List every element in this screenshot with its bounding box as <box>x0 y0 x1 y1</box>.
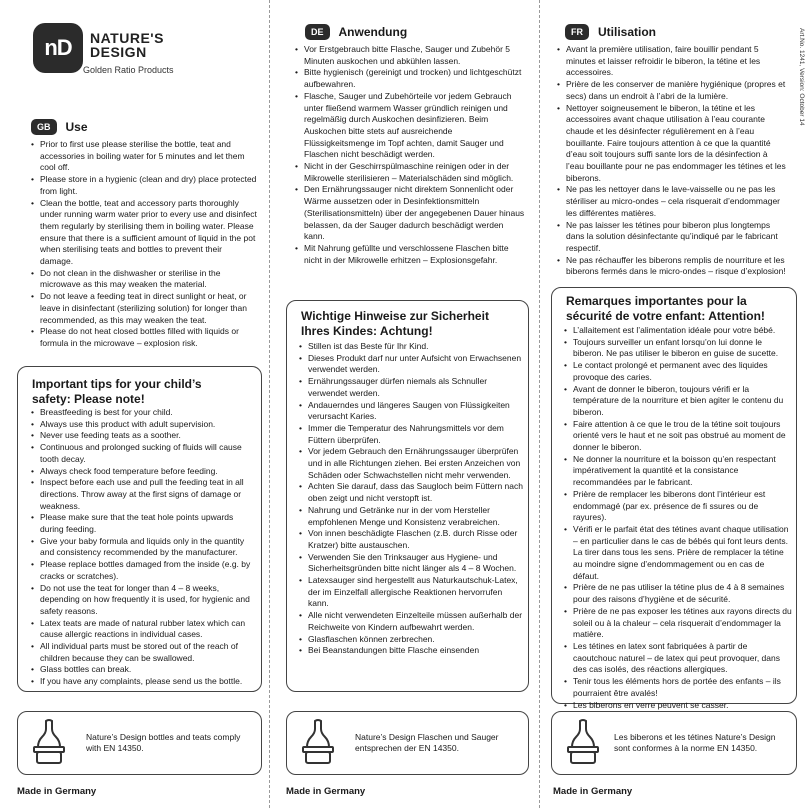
gb-header <box>31 119 88 135</box>
list-item: • Les tétines en latex sont fabriquées à partir de caoutchouc naturel – de latex qui peut provoquer, dans des cas isolés, des réactions allergiques. <box>564 641 792 676</box>
gb-title: Use <box>65 120 88 134</box>
de-made-in: Made in Germany <box>286 786 366 797</box>
list-item: • All individual parts must be stored out of the reach of children because they can be swallowed. <box>31 641 255 664</box>
list-item: • Do not use the teat for longer than 4 – 8 weeks, depending on how frequently it is used, for hygienic and safety reasons. <box>31 583 255 618</box>
list-item: • Clean the bottle, teat and accessory parts thoroughly under running warm water prior to every use and disinfect them regularly by sterilising them in boiling water. Please ensure that there is a sufficient amount of liquid in the pot when sterilising teats and bottles to prevent their damage. <box>31 198 257 268</box>
list-item: • Please do not heat closed bottles filled with liquids or formula in the microwave – explosion risk. <box>31 326 257 349</box>
fr-made-in: Made in Germany <box>553 786 633 797</box>
de-badge: DE <box>305 24 330 40</box>
brand-name-line2: DESIGN <box>90 44 147 60</box>
list-item: • Ernährungssauger dürfen niemals als Schnuller verwendet werden. <box>299 376 523 399</box>
list-item: • Vor Erstgebrauch bitte Flasche, Sauger und Zubehör 5 Minuten auskochen und abkühlen lassen. <box>295 44 525 67</box>
fr-title: Utilisation <box>598 25 657 39</box>
list-item: • Vérifi er le parfait état des tétines avant chaque utilisation – en particulier dans le cas de bébés qui font leurs dents. La tirer dans tous les sens. Prière de remplacer la tétine au moindre signe d’endommagement ou en cas de défaut. <box>564 524 792 583</box>
list-item: • Den Ernährungssauger nicht direktem Sonnenlicht oder Wärme aussetzen oder in Desinfektionsmitteln (Sterilisationsmitteln) über der angegebenen Dauer hinaus belassen, da der Sauger dadurch beschädigt werden kann. <box>295 184 525 243</box>
list-item: • Glasflaschen können zerbrechen. <box>299 634 523 646</box>
list-item: • Nahrung und Getränke nur in der vom Hersteller empfohlenen Menge und Konsistenz verabreichen. <box>299 505 523 528</box>
list-item: • Do not clean in the dishwasher or sterilise in the microwave as this may weaken the material. <box>31 268 257 291</box>
list-item: • L’allaitement est l’alimentation idéale pour votre bébé. <box>564 325 792 337</box>
list-item: • Prière de ne pas exposer les tétines aux rayons directs du soleil ou à la chaleur – cela risquerait d’endommager la matière. <box>564 606 792 641</box>
fr-standard-text: Les biberons et les tétines Nature’s Design sont conformes à la norme EN 14350. <box>614 732 776 753</box>
brand-logo: nD <box>33 23 83 73</box>
de-title: Anwendung <box>338 25 408 39</box>
column-gb <box>0 0 269 808</box>
column-fr <box>539 0 808 808</box>
de-use-list <box>295 44 525 266</box>
de-header <box>305 24 407 40</box>
fr-header <box>565 24 656 40</box>
list-item: • Vor jedem Gebrauch den Ernährungssauger überprüfen und in alle Richtungen ziehen. Bei ersten Anzeichen von Schäden oder Schwachstellen nicht mehr verwenden. <box>299 446 523 481</box>
list-item: • Do not leave a feeding teat in direct sunlight or heat, or leave in disinfectant (sterilizing solution) for longer than recommended, as this may weaken the teat. <box>31 291 257 326</box>
de-safety-list <box>299 341 523 657</box>
list-item: • Prior to first use please sterilise the bottle, teat and accessories in boiling water for 5 minutes and let them cool off. <box>31 139 257 174</box>
list-item: • Bitte hygienisch (gereinigt und trocken) und lichtgeschützt aufbewahren. <box>295 67 525 90</box>
list-item: • Alle nicht verwendeten Einzelteile müssen außerhalb der Reichweite von Kindern aufbewahrt werden. <box>299 610 523 633</box>
list-item: • Von innen beschädigte Flaschen (z.B. durch Risse oder Kratzer) bitte austauschen. <box>299 528 523 551</box>
gb-use-list <box>31 139 257 350</box>
list-item: • Nicht in der Geschirrspülmaschine reinigen oder in der Mikrowelle sterilisieren – Materialschäden sind möglich. <box>295 161 525 184</box>
article-note: Art.No. 1241, Version: October 14 <box>798 28 805 126</box>
fr-use-list <box>557 44 787 278</box>
de-safety-box <box>286 300 529 692</box>
list-item: • Nettoyer soigneusement le biberon, la tétine et les accessoires avant chaque utilisation à l’eau courante chaude et les désinfecter régulièrement en à l’eau bouillante. Faire toujours attention à ce que la quantité d’eau soit toujours suffi sante lors de la désinfection à l’eau bouillante pour ne pas endommager les tétines et les biberons. <box>557 103 787 185</box>
gb-safety-title: Important tips for your child’s safety: Please note! <box>32 377 202 406</box>
list-item: • Prière de ne pas utiliser la tétine plus de 4 à 8 semaines pour des raisons d’hygiène et de sécurité. <box>564 582 792 605</box>
list-item: • Ne pas les nettoyer dans le lave-vaisselle ou ne pas les stériliser au micro-ondes – cela risquerait d’endommager les différentes matières. <box>557 184 787 219</box>
list-item: • Stillen ist das Beste für Ihr Kind. <box>299 341 523 353</box>
list-item: • Never use feeding teats as a soother. <box>31 430 255 442</box>
list-item: • Flasche, Sauger und Zubehörteile vor jedem Gebrauch unter fließend warmem Wasser gründlich reinigen und regelmäßig durch Auskochen desinfizieren. Beim Auskochen bitte stets auf ausreichende Flüssigkeitsmenge im Topf achten, damit Sauger und Flaschen nicht beschädigt werden. <box>295 91 525 161</box>
list-item: • Please replace bottles damaged from the inside (e.g. by cracks or scratches). <box>31 559 255 582</box>
teat-icon <box>29 717 69 769</box>
list-item: • Dieses Produkt darf nur unter Aufsicht von Erwachsenen verwendet werden. <box>299 353 523 376</box>
gb-safety-list <box>31 407 255 688</box>
list-item: • Les biberons en verre peuvent se casser. <box>564 700 792 712</box>
list-item: • Please store in a hygienic (clean and dry) place protected from light. <box>31 174 257 197</box>
list-item: • Breastfeeding is best for your child. <box>31 407 255 419</box>
list-item: • Latex teats are made of natural rubber latex which can cause allergic reactions in individual cases. <box>31 618 255 641</box>
fr-safety-list <box>564 325 792 711</box>
list-item: • Prière de les conserver de manière hygiénique (propres et secs) dans un endroit à l’abri de la lumière. <box>557 79 787 102</box>
list-item: • Always check food temperature before feeding. <box>31 466 255 478</box>
list-item: • Immer die Temperatur des Nahrungsmittels vor dem Füttern überprüfen. <box>299 423 523 446</box>
list-item: • Andauerndes und längeres Saugen von Flüssigkeiten verursacht Karies. <box>299 400 523 423</box>
list-item: • Le contact prolongé et permanent avec des liquides provoque des caries. <box>564 360 792 383</box>
list-item: • Avant de donner le biberon, toujours vérifi er la température de la nourriture et bien agiter le contenu du biberon. <box>564 384 792 419</box>
gb-badge: GB <box>31 119 57 135</box>
brand-name <box>90 31 164 59</box>
list-item: • Continuous and prolonged sucking of fluids will cause tooth decay. <box>31 442 255 465</box>
list-item: • Prière de remplacer les biberons dont l’intérieur est endommagé (par ex. présence de fi ssures ou de rayures). <box>564 489 792 524</box>
list-item: • Latexsauger sind hergestellt aus Naturkautschuk-Latex, der im Einzelfall allergische Reaktionen hervorrufen kann. <box>299 575 523 610</box>
list-item: • Achten Sie darauf, dass das Saugloch beim Füttern nach oben zeigt und nicht verstopft ist. <box>299 481 523 504</box>
list-item: • Ne donner la nourriture et la boisson qu’en respectant impérativement la quantité et la consistance recommandées par le fabricant. <box>564 454 792 489</box>
list-item: • Faire attention à ce que le trou de la tétine soit toujours orienté vers le haut et ne soit pas obstrué au moment de donner le biberon. <box>564 419 792 454</box>
brand-tagline: Golden Ratio Products <box>83 65 174 75</box>
fr-safety-title: Remarques importantes pour la sécurité de votre enfant: Attention! <box>566 294 765 323</box>
gb-safety-box <box>17 366 262 692</box>
de-safety-title: Wichtige Hinweise zur Sicherheit Ihres Kindes: Achtung! <box>301 309 489 338</box>
list-item: • Toujours surveiller un enfant lorsqu’on lui donne le biberon. Ne pas utiliser le biberon en guise de sucette. <box>564 337 792 360</box>
de-standard-text: Nature’s Design Flaschen und Sauger entsprechen der EN 14350. <box>355 732 499 753</box>
gb-made-in: Made in Germany <box>17 786 97 797</box>
list-item: • Verwenden Sie den Trinksauger aus Hygiene- und Sicherheitsgründen bitte nicht länger als 4 – 8 Wochen. <box>299 552 523 575</box>
list-item: • Please make sure that the teat hole points upwards during feeding. <box>31 512 255 535</box>
de-standard-box <box>286 711 529 775</box>
fr-safety-box <box>551 287 797 710</box>
teat-icon <box>298 717 338 769</box>
column-de <box>269 0 539 808</box>
list-item: • Inspect before each use and pull the feeding teat in all directions. Throw away at the first signs of damage or weakness. <box>31 477 255 512</box>
teat-icon <box>563 717 603 769</box>
gb-standard-box <box>17 711 262 775</box>
list-item: • Bei Beanstandungen bitte Flasche einsenden <box>299 645 523 657</box>
list-item: • Mit Nahrung gefüllte und verschlossene Flaschen bitte nicht in der Mikrowelle erhitzen – Explosionsgefahr. <box>295 243 525 266</box>
list-item: • Always use this product with adult supervision. <box>31 419 255 431</box>
list-item: • Give your baby formula and liquids only in the quantity and consistency recommended by the manufacturer. <box>31 536 255 559</box>
list-item: • Avant la première utilisation, faire bouillir pendant 5 minutes et laisser refroidir le biberon, la tétine et les accessoires. <box>557 44 787 79</box>
list-item: • Glass bottles can break. <box>31 664 255 676</box>
brand-name-line1: NATURE'S <box>90 30 164 46</box>
list-item: • Ne pas laisser les tétines pour biberon plus longtemps dans la solution désinfectante qu’indiqué par le fabricant respectif. <box>557 220 787 255</box>
gb-standard-text: Nature’s Design bottles and teats comply with EN 14350. <box>86 732 241 753</box>
fr-badge: FR <box>565 24 589 40</box>
list-item: • Ne pas réchauffer les biberons remplis de nourriture et les biberons fermés dans le micro-ondes – risque d’explosion! <box>557 255 787 278</box>
list-item: • Tenir tous les éléments hors de portée des enfants – ils pourraient être avalés! <box>564 676 792 699</box>
list-item: • If you have any complaints, please send us the bottle. <box>31 676 255 688</box>
fr-standard-box <box>551 711 797 775</box>
